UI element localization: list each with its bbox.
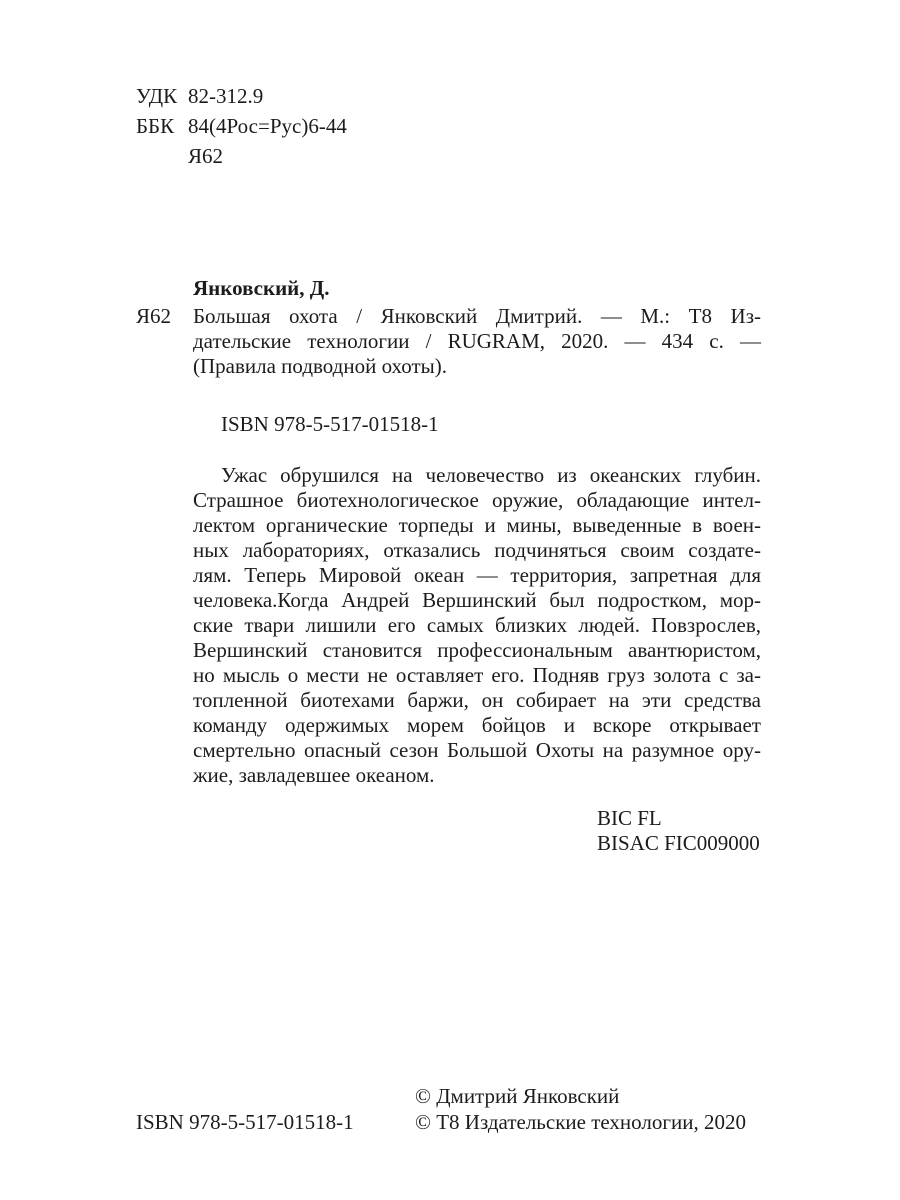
- udk-label: УДК: [136, 84, 178, 108]
- description-line: (Правила подводной охоты).: [193, 354, 448, 378]
- description-line: Большая охота / Янковский Дмитрий. — М.: Т8 Из-: [193, 304, 761, 328]
- copyright-publisher: © Т8 Издательские технологии, 2020: [415, 1110, 746, 1134]
- udk-line: [136, 84, 263, 109]
- annotation-line: Вершинский становится профессиональным авантюристом,: [193, 638, 761, 662]
- annotation-line: ские твари лишили его самых близких людей. Повзрослев,: [193, 613, 761, 637]
- annotation-line: человека.Когда Андрей Вершинский был подростком, мор-: [193, 588, 761, 612]
- description-line: дательские технологии / RUGRAM, 2020. — 434 с. —: [193, 329, 761, 353]
- author-heading: Янковский, Д.: [193, 276, 330, 300]
- annotation: [193, 463, 761, 788]
- bbk-line: [136, 114, 347, 139]
- annotation-line: Ужас обрушился на человечество из океанских глубин.: [221, 463, 761, 487]
- annotation-line: лектом органические торпеды и мины, выведенные в воен-: [193, 513, 761, 537]
- udk-value: 82-312.9: [188, 84, 264, 108]
- annotation-line: Страшное биотехнологическое оружие, обладающие интел-: [193, 488, 761, 512]
- annotation-line: топленной биотехами баржи, он собирает на эти средства: [193, 688, 761, 712]
- annotation-line: ных лабораториях, отказались подчиняться своим создате-: [193, 538, 761, 562]
- copyright-author: © Дмитрий Янковский: [415, 1084, 620, 1108]
- bibliographic-description: [193, 304, 761, 379]
- annotation-line: смертельно опасный сезон Большой Охоты на разумное ору-: [193, 738, 761, 762]
- isbn-footer: ISBN 978-5-517-01518-1: [136, 1110, 354, 1134]
- annotation-line: но мысль о мести не оставляет его. Подняв груз золота с за-: [193, 663, 761, 687]
- isbn-record: ISBN 978-5-517-01518-1: [221, 412, 439, 436]
- annotation-line: лям. Теперь Мировой океан — территория, запретная для: [193, 563, 761, 587]
- annotation-line: команду одержимых морем бойцов и вскоре открывает: [193, 713, 761, 737]
- bbk-label: ББК: [136, 114, 175, 138]
- bbk-value: 84(4Рос=Рус)6-44: [188, 114, 347, 138]
- author-mark-top: Я62: [188, 144, 224, 168]
- annotation-line: жие, завладевшее океаном.: [193, 763, 435, 787]
- bic-code: BIC FL: [597, 806, 662, 830]
- author-mark-record: Я62: [136, 304, 172, 328]
- bisac-code: BISAC FIC009000: [597, 831, 760, 855]
